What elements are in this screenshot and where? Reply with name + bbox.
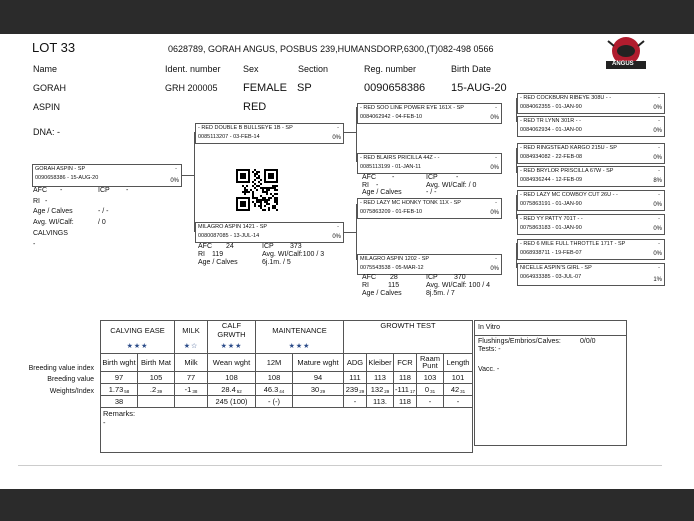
self-ri: RI bbox=[33, 198, 40, 205]
group-calf-growth bbox=[208, 321, 256, 340]
weight-cell: - bbox=[417, 395, 444, 407]
bv-cell bbox=[417, 383, 444, 395]
self-afc: AFC bbox=[33, 187, 47, 194]
bv-accuracy: 17 bbox=[409, 388, 415, 394]
bv-value: -1 bbox=[184, 384, 192, 394]
col-header: Birth wght bbox=[101, 353, 138, 371]
ggp-pct: 0% bbox=[653, 251, 662, 257]
bv-value: -111 bbox=[395, 384, 409, 394]
ggp-dash: - bbox=[658, 95, 660, 101]
sd-reg: 0085113199 - 01-JAN-11 bbox=[360, 164, 421, 170]
ggp-pct: 0% bbox=[653, 202, 662, 208]
sd-age-v: - / - bbox=[426, 189, 437, 196]
bv-accuracy: 31 bbox=[460, 388, 466, 394]
animal-reg: 0090658386 bbox=[364, 82, 426, 94]
sire-reg: 0085113207 - 03-FEB-14 bbox=[198, 134, 260, 140]
weight-cell: 113. bbox=[367, 395, 394, 407]
group-calving-ease-label: CALVING EASE bbox=[110, 325, 165, 335]
ggp-pct: 8% bbox=[653, 178, 662, 184]
ds-pct: 0% bbox=[490, 210, 499, 216]
dam-afc: AFC bbox=[198, 243, 212, 250]
ggp-name: - RED YY PATTY 701T - - bbox=[520, 216, 583, 222]
ggp-pct: 1% bbox=[653, 277, 662, 283]
index-cell: 105 bbox=[138, 371, 175, 383]
sd-pct: 0% bbox=[490, 165, 499, 171]
sd-dash: - bbox=[495, 155, 497, 161]
ss-name: - RED SOO LINE POWER EYE 161X - SP bbox=[360, 105, 464, 111]
sd-afc: AFC bbox=[362, 174, 376, 181]
remarks-cell bbox=[101, 407, 473, 452]
animal-color: RED bbox=[243, 101, 267, 113]
sd-age: Age / Calves bbox=[362, 189, 402, 196]
logo-text: ANGUS bbox=[612, 61, 634, 67]
ggp-name: - RED TR LYNN 301R - - bbox=[520, 118, 581, 124]
dam-dash: - bbox=[337, 224, 339, 230]
dd-icp-v: 370 bbox=[454, 274, 466, 281]
pedigree-dam[interactable] bbox=[195, 222, 344, 243]
calf-growth-stars: ★★★ bbox=[208, 339, 256, 353]
row-label-bv: Breeding value bbox=[47, 376, 94, 383]
dam-age: Age / Calves bbox=[198, 259, 238, 266]
weight-cell bbox=[175, 395, 208, 407]
bv-accuracy: 29 bbox=[320, 388, 326, 394]
ggp-reg: 0084936244 - 12-FEB-09 bbox=[520, 177, 583, 183]
animal-name-2: ASPIN bbox=[33, 102, 61, 112]
breeding-values-table bbox=[100, 320, 473, 453]
dd-age: Age / Calves bbox=[362, 290, 402, 297]
ggp-dash: - bbox=[658, 192, 660, 198]
bv-cell bbox=[101, 383, 138, 395]
in-vitro-flush-value: 0/0/0 bbox=[580, 338, 596, 345]
weight-cell: 245 (100) bbox=[208, 395, 256, 407]
group-milk-label: MILK bbox=[182, 325, 200, 335]
bv-value: 46.3 bbox=[263, 384, 279, 394]
self-calvings: CALVINGS bbox=[33, 230, 68, 237]
dam-age-v: 6j.1m. / 5 bbox=[262, 259, 291, 266]
in-vitro-panel bbox=[474, 320, 627, 446]
col-header: Milk bbox=[175, 353, 208, 371]
dam-icp: ICP bbox=[262, 243, 274, 250]
ggp-name: - RED RINGSTEAD KARGO 215U - SP bbox=[520, 145, 617, 151]
milk-stars: ★☆ bbox=[175, 339, 208, 353]
sd-afc-v: - bbox=[392, 174, 395, 181]
weight-cell: - (-) bbox=[256, 395, 293, 407]
bv-cell bbox=[175, 383, 208, 395]
sire-name: - RED DOUBLE B BULLSEYE 1B - SP bbox=[198, 125, 293, 131]
pedigree-ggp[interactable] bbox=[517, 214, 665, 235]
bv-accuracy: 31 bbox=[430, 388, 436, 394]
col-header: Kleiber bbox=[367, 353, 394, 371]
bv-value: 1.73 bbox=[108, 384, 124, 394]
ss-reg: 0084062942 - 04-FEB-10 bbox=[360, 114, 423, 120]
animal-sex: FEMALE bbox=[243, 82, 288, 94]
label-reg: Reg. number bbox=[364, 64, 417, 74]
row-label-weights: Weights/Index bbox=[49, 388, 94, 395]
self-avg-v: / 0 bbox=[98, 219, 106, 226]
bv-cell bbox=[256, 383, 293, 395]
qr-code bbox=[236, 169, 278, 211]
self-age: Age / Calves bbox=[33, 208, 73, 215]
ggp-reg: 0064933385 - 03-JUL-07 bbox=[520, 274, 582, 280]
label-name: Name bbox=[33, 64, 58, 74]
ggp-reg: 0068938711 - 19-FEB-07 bbox=[520, 250, 582, 256]
pedigree-sire-dam[interactable] bbox=[357, 153, 502, 174]
bv-cell bbox=[394, 383, 417, 395]
connector-sire-h bbox=[344, 132, 356, 133]
bv-cell bbox=[138, 383, 175, 395]
ggp-name: - RED 6 MILE FULL THROTTLE 171T - SP bbox=[520, 241, 626, 247]
angus-logo bbox=[604, 36, 648, 70]
ggp-pct: 0% bbox=[653, 226, 662, 232]
weight-cell: 38 bbox=[101, 395, 138, 407]
animal-name-1: GORAH bbox=[33, 83, 67, 93]
group-maintenance-label: MAINTENANCE bbox=[272, 325, 327, 335]
dam-ri: RI bbox=[198, 251, 205, 258]
index-cell: 77 bbox=[175, 371, 208, 383]
sd-name: - RED BLAIRS PRICILLA 44Z - - bbox=[360, 155, 440, 161]
sd-avg: Avg. WI/Calf: / 0 bbox=[426, 182, 477, 189]
self-afc-v: - bbox=[60, 187, 63, 194]
dam-pct: 0% bbox=[332, 234, 341, 240]
in-vitro-vacc: Vacc. - bbox=[478, 366, 500, 373]
connector-self-h bbox=[180, 175, 194, 176]
bv-value: 132 bbox=[370, 384, 384, 394]
ds-reg: 0075863209 - 01-FEB-10 bbox=[360, 209, 423, 215]
ggp-reg: 0084062355 - 01-JAN-90 bbox=[520, 104, 582, 110]
ss-pct: 0% bbox=[490, 115, 499, 121]
col-header: Length bbox=[444, 353, 473, 371]
weight-cell: 118 bbox=[394, 395, 417, 407]
dam-icp-v: 373 bbox=[290, 243, 302, 250]
qr-code-icon bbox=[236, 169, 278, 211]
weight-cell: - bbox=[344, 395, 367, 407]
index-cell: 97 bbox=[101, 371, 138, 383]
bv-accuracy: 29 bbox=[384, 388, 390, 394]
ggp-dash: - bbox=[658, 118, 660, 124]
ggp-reg: 0075863191 - 01-JAN-90 bbox=[520, 201, 582, 207]
col-header: Wean wght bbox=[208, 353, 256, 371]
pedigree-ggp[interactable] bbox=[517, 143, 665, 164]
ggp-name: - RED LAZY MC COWBOY CUT 26U - - bbox=[520, 192, 618, 198]
pedigree-ggp[interactable] bbox=[517, 93, 665, 114]
bv-accuracy: 58 bbox=[124, 388, 130, 394]
dd-pct: 0% bbox=[490, 266, 499, 272]
breeder-line: 0628789, GORAH ANGUS, POSBUS 239,HUMANSDORP,6300,(T)082-498 0566 bbox=[168, 44, 494, 54]
dd-avg: Avg. WI/Calf: 100 / 4 bbox=[426, 282, 491, 289]
index-cell: 118 bbox=[394, 371, 417, 383]
col-header: Birth Mat bbox=[138, 353, 175, 371]
index-cell: 94 bbox=[293, 371, 344, 383]
ds-dash: - bbox=[495, 200, 497, 206]
ggp-dash: - bbox=[658, 216, 660, 222]
bv-value: 30 bbox=[310, 384, 320, 394]
ggp-reg: 0075863183 - 01-JAN-90 bbox=[520, 225, 582, 231]
group-milk bbox=[175, 321, 208, 340]
ggp-name: - RED COCKBURN RIBEYE 308U - - bbox=[520, 95, 612, 101]
self-reg: 0090658386 - 15-AUG-20 bbox=[35, 175, 99, 181]
self-icp-v: - bbox=[126, 187, 129, 194]
bv-accuracy: 29 bbox=[359, 388, 365, 394]
dd-age-v: 8j.5m. / 7 bbox=[426, 290, 455, 297]
connector-self bbox=[194, 132, 195, 232]
col-header: Raam Punt bbox=[417, 353, 444, 371]
dd-afc: AFC bbox=[362, 274, 376, 281]
dd-ri-v: 115 bbox=[388, 282, 400, 289]
index-cell: 108 bbox=[208, 371, 256, 383]
self-ri-v: - bbox=[45, 198, 48, 205]
ggp-dash: - bbox=[658, 145, 660, 151]
sire-dash: - bbox=[337, 125, 339, 131]
bv-accuracy: 52 bbox=[236, 388, 242, 394]
pedigree-dam-sire[interactable] bbox=[357, 198, 502, 219]
group-calf-growth-label: CALF GRWTH bbox=[217, 321, 246, 339]
pedigree-ggp[interactable] bbox=[517, 190, 665, 211]
row-label-bvi: Breeding value index bbox=[28, 365, 94, 372]
self-icp: ICP bbox=[98, 187, 110, 194]
sd-ri-v: - bbox=[376, 182, 379, 189]
weight-cell bbox=[293, 395, 344, 407]
pedigree-ggp[interactable] bbox=[517, 116, 665, 137]
animal-section: SP bbox=[297, 82, 312, 94]
footer-divider bbox=[18, 465, 662, 466]
pedigree-ggp[interactable] bbox=[517, 263, 665, 286]
pedigree-ggp[interactable] bbox=[517, 239, 665, 260]
remarks-value: - bbox=[103, 417, 106, 427]
label-birth: Birth Date bbox=[451, 64, 492, 74]
weight-cell: - bbox=[444, 395, 473, 407]
ggp-pct: 0% bbox=[653, 128, 662, 134]
pedigree-sire[interactable] bbox=[195, 123, 344, 144]
bv-accuracy: 44 bbox=[279, 388, 285, 394]
dd-afc-v: 28 bbox=[390, 274, 398, 281]
in-vitro-tests: Tests: - bbox=[478, 346, 501, 353]
self-age-v: - / - bbox=[98, 208, 109, 215]
dd-reg: 0075543538 - 05-MAR-12 bbox=[360, 265, 424, 271]
index-cell: 103 bbox=[417, 371, 444, 383]
dna-label: DNA: - bbox=[33, 127, 60, 137]
ss-dash: - bbox=[495, 105, 497, 111]
sd-ri: RI bbox=[362, 182, 369, 189]
bv-value: 239 bbox=[345, 384, 359, 394]
bv-accuracy: 38 bbox=[192, 388, 198, 394]
group-maintenance bbox=[256, 321, 344, 340]
label-sex: Sex bbox=[243, 64, 259, 74]
dd-dash: - bbox=[495, 256, 497, 262]
in-vitro-title: In Vitro bbox=[478, 324, 501, 331]
label-section: Section bbox=[298, 64, 329, 74]
self-pct: 0% bbox=[170, 178, 179, 184]
dam-avg: Avg. WI/Calf:100 / 3 bbox=[262, 251, 325, 258]
ggp-name: NICELLE ASPIN'S GIRL - SP bbox=[520, 265, 592, 271]
col-header: ADG bbox=[344, 353, 367, 371]
ggp-dash: - bbox=[658, 168, 660, 174]
pedigree-sire-sire[interactable] bbox=[357, 103, 502, 124]
bv-cell bbox=[444, 383, 473, 395]
dd-ri: RI bbox=[362, 282, 369, 289]
index-cell: 113 bbox=[367, 371, 394, 383]
ggp-pct: 0% bbox=[653, 155, 662, 161]
col-header: Mature wght bbox=[293, 353, 344, 371]
lot-number: LOT 33 bbox=[32, 40, 76, 55]
weight-cell bbox=[138, 395, 175, 407]
ggp-pct: 0% bbox=[653, 105, 662, 111]
sd-icp-v: - bbox=[456, 174, 459, 181]
bv-cell bbox=[344, 383, 367, 395]
maintenance-stars: ★★★ bbox=[256, 339, 344, 353]
dam-reg: 0080087085 - 13-JUL-14 bbox=[198, 233, 260, 239]
bv-value: 28.4 bbox=[221, 384, 236, 394]
bv-accuracy: 39 bbox=[157, 388, 163, 394]
calving-ease-stars: ★★★ bbox=[101, 339, 175, 353]
sd-icp: ICP bbox=[426, 174, 438, 181]
self-name: GORAH ASPIN - SP bbox=[35, 166, 86, 172]
dam-afc-v: 24 bbox=[226, 243, 234, 250]
self-avg: Avg. WI/Calf: bbox=[33, 219, 74, 226]
group-growth-test bbox=[344, 321, 473, 340]
sire-pct: 0% bbox=[332, 135, 341, 141]
pedigree-ggp[interactable] bbox=[517, 166, 665, 187]
dam-ri-v: 119 bbox=[212, 251, 224, 258]
bv-value: .2 bbox=[149, 384, 157, 394]
connector-dam-h bbox=[344, 232, 356, 233]
dd-name: MILAGRO ASPIN 1202 - SP bbox=[360, 256, 430, 262]
remarks-label: Remarks: bbox=[103, 408, 136, 418]
growth-test-stars bbox=[344, 339, 473, 353]
ggp-dash: - bbox=[658, 265, 660, 271]
label-ident: Ident. number bbox=[165, 64, 221, 74]
group-calving-ease bbox=[101, 321, 175, 340]
col-header: FCR bbox=[394, 353, 417, 371]
bv-value: 0 bbox=[424, 384, 430, 394]
ds-name: - RED LAZY MC HONKY TONK 11X - SP bbox=[360, 200, 461, 206]
bv-cell bbox=[293, 383, 344, 395]
bv-cell bbox=[367, 383, 394, 395]
index-cell: 101 bbox=[444, 371, 473, 383]
animal-ident: GRH 200005 bbox=[165, 83, 218, 93]
ggp-reg: 0084062934 - 01-JAN-00 bbox=[520, 127, 582, 133]
pedigree-dam-dam[interactable] bbox=[357, 254, 502, 275]
bv-cell bbox=[208, 383, 256, 395]
pedigree-self[interactable] bbox=[32, 164, 182, 187]
animal-birth: 15-AUG-20 bbox=[451, 82, 507, 94]
index-cell: 111 bbox=[344, 371, 367, 383]
group-growth-test-label: GROWTH TEST bbox=[380, 321, 436, 330]
ggp-name: - RED BRYLOR PRISCILLA 67W - SP bbox=[520, 168, 614, 174]
ggp-reg: 0084934082 - 22-FEB-08 bbox=[520, 154, 583, 160]
dam-name: MILAGRO ASPIN 1421 - SP bbox=[198, 224, 268, 230]
in-vitro-flush: Flushings/Embrios/Calves: bbox=[478, 338, 561, 345]
ggp-dash: - bbox=[658, 241, 660, 247]
index-cell: 108 bbox=[256, 371, 293, 383]
bv-value: 42 bbox=[450, 384, 460, 394]
self-calvings-v: - bbox=[33, 241, 36, 248]
dd-icp: ICP bbox=[426, 274, 438, 281]
top-bar bbox=[0, 0, 694, 34]
col-header: 12M bbox=[256, 353, 293, 371]
self-dash: - bbox=[175, 166, 177, 172]
bottom-bar bbox=[0, 489, 694, 521]
